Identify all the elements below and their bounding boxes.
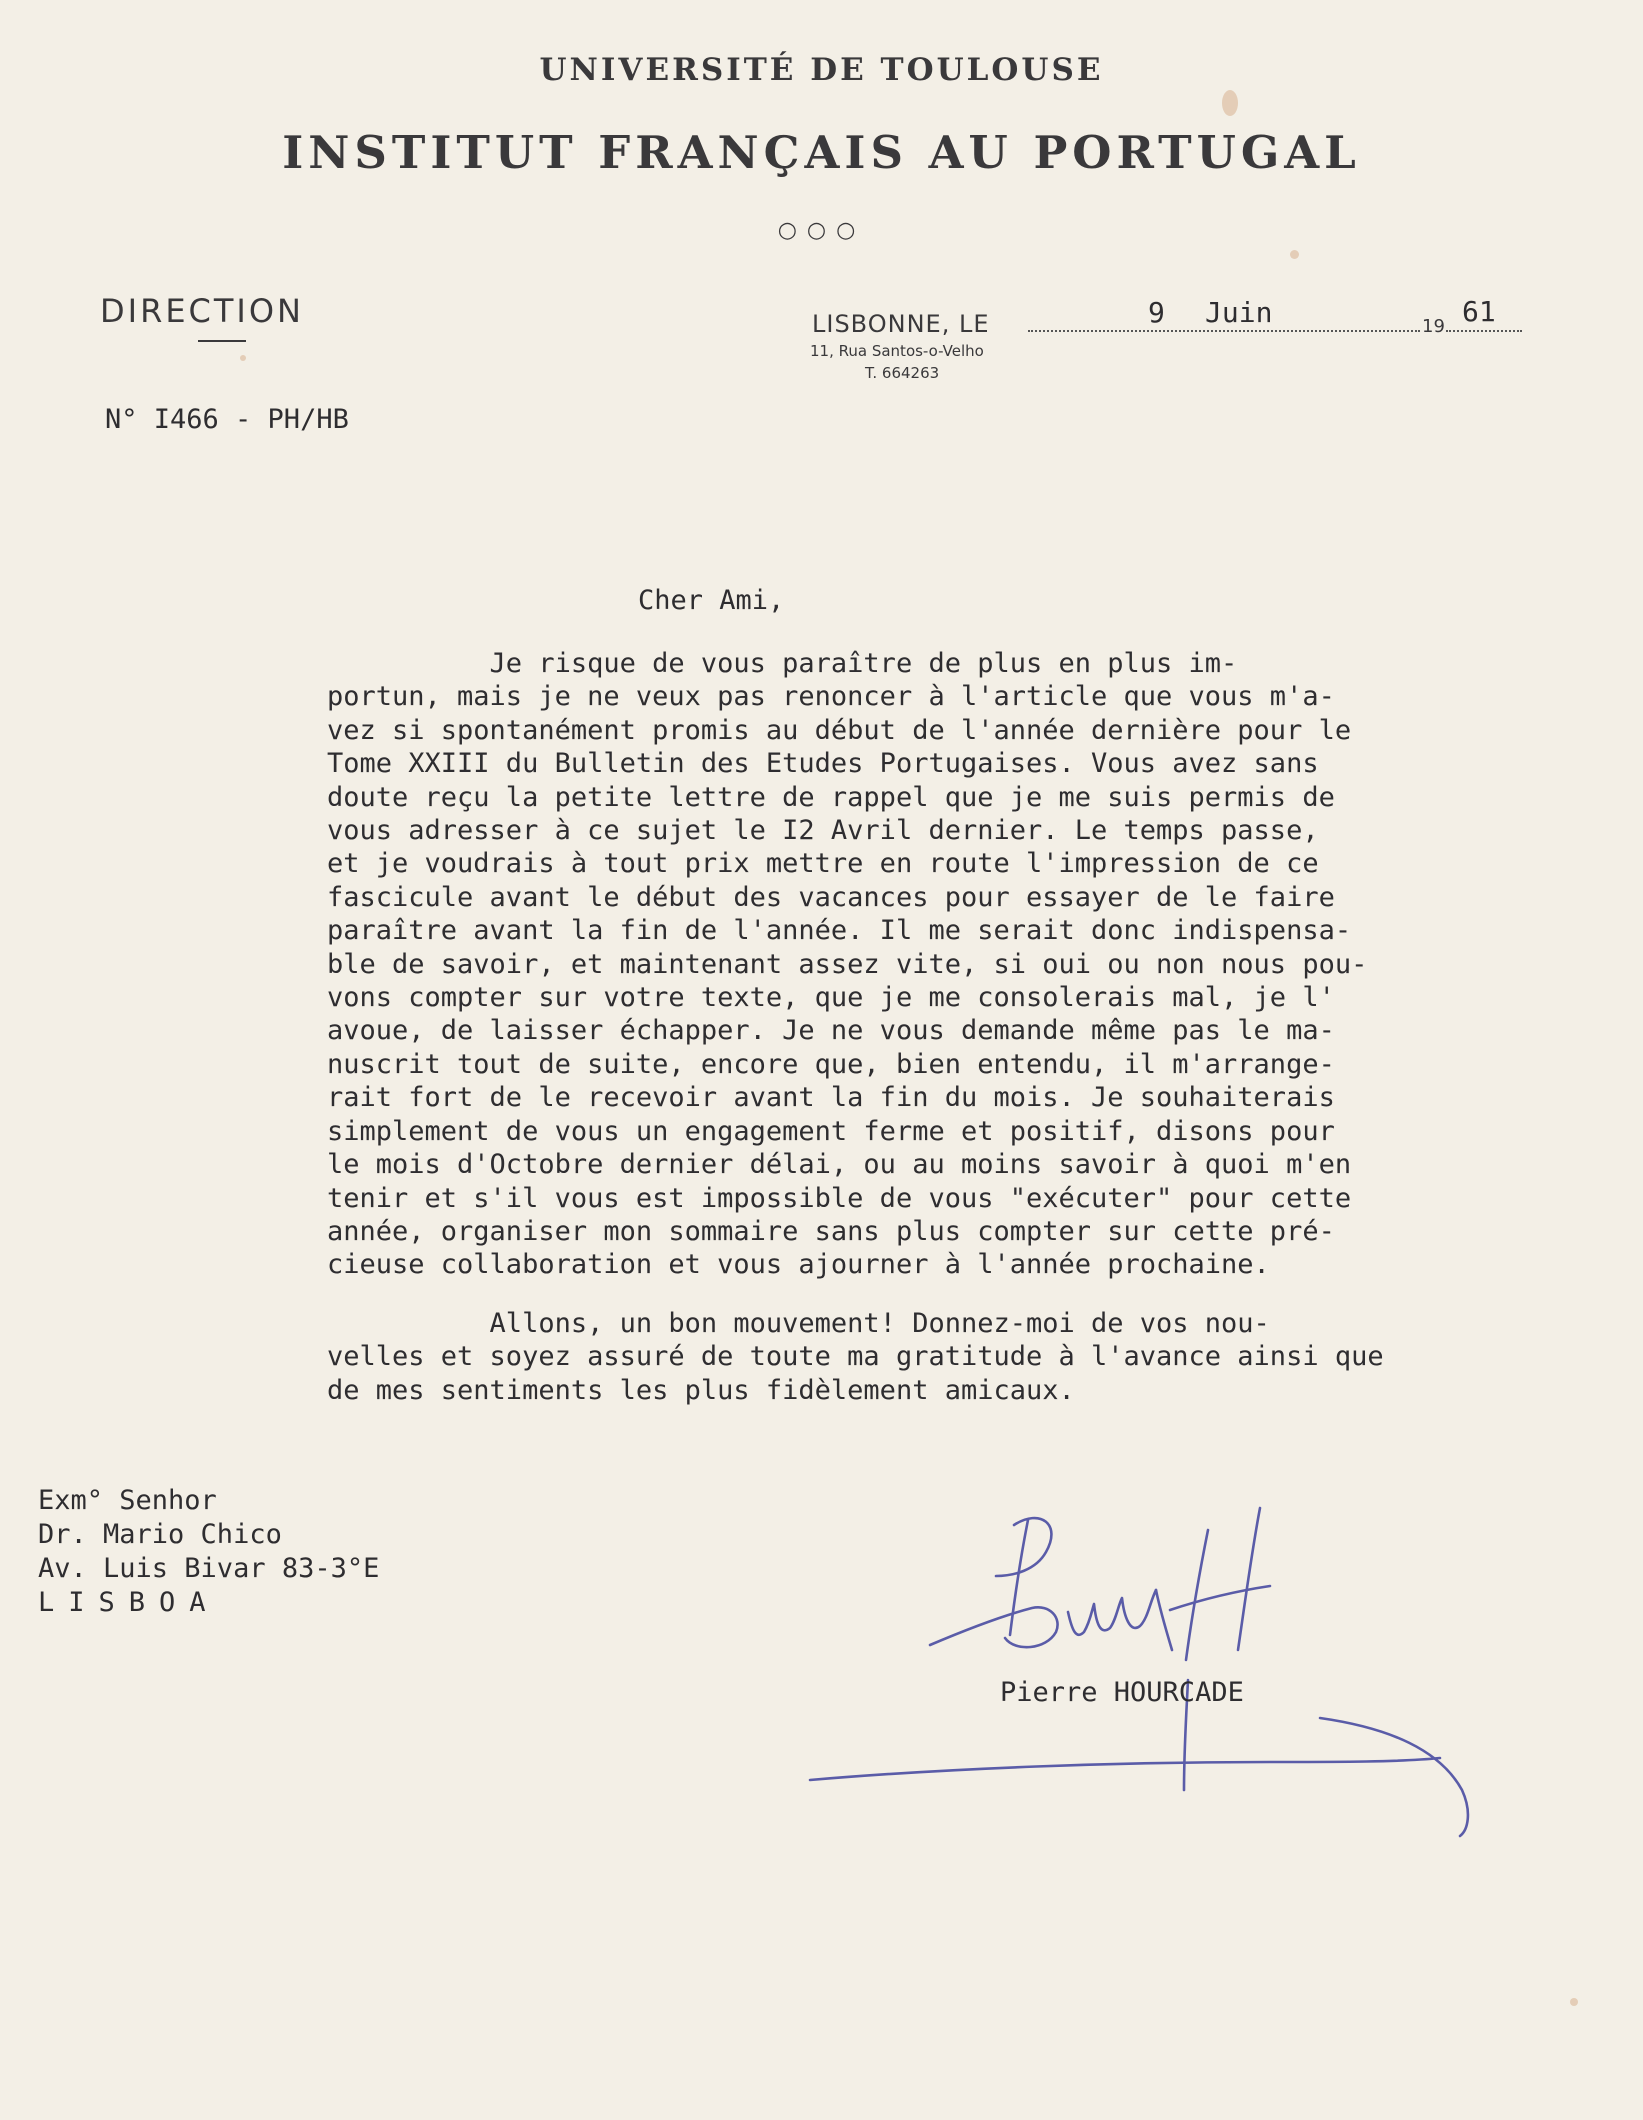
paper-stain (1222, 90, 1238, 116)
date-century: 19 (1422, 316, 1445, 337)
body-line: le mois d'Octobre dernier délai, ou au moins savoir à quoi m'en (327, 1149, 1352, 1181)
addressee-line: Exm° Senhor (38, 1485, 217, 1516)
signature-stroke (930, 1607, 1058, 1647)
signature-stroke (1156, 1590, 1172, 1650)
body-line: Allons, un bon mouvement! Donnez-moi de vos nou- (327, 1308, 1270, 1339)
body-line: velles et soyez assuré de toute ma gratitude à l'avance ainsi que (327, 1341, 1384, 1373)
signature-stroke (1170, 1586, 1270, 1610)
place-label: LISBONNE, LE (812, 310, 990, 338)
addressee-line: Av. Luis Bivar 83-3°E (38, 1553, 380, 1584)
date-dotted-line (1028, 330, 1420, 332)
body-line: Je risque de vous paraître de plus en plus im- (327, 648, 1238, 679)
institute-name: INSTITUT FRANÇAIS AU PORTUGAL (282, 126, 1361, 179)
paper-stain (240, 355, 246, 361)
addressee-city: LISBOA (38, 1587, 220, 1618)
date-day: 9 (1148, 296, 1165, 329)
institute-address (810, 340, 984, 384)
department-underline (198, 340, 246, 342)
body-line: portun, mais je ne veux pas renoncer à l'article que vous m'a- (327, 681, 1335, 713)
paper-stain (1290, 250, 1299, 259)
body-line: nuscrit tout de suite, encore que, bien entendu, il m'arrange- (327, 1048, 1335, 1080)
body-line: cieuse collaboration et vous ajourner à l'année prochaine. (327, 1249, 1270, 1281)
addressee-block (38, 1484, 379, 1620)
department-label: DIRECTION (100, 292, 304, 330)
signature-stroke (1320, 1718, 1468, 1836)
body-line: vez si spontanément promis au début de l'année dernière pour le (327, 714, 1352, 746)
body-line: fascicule avant le début des vacances pour essayer de le faire (327, 881, 1335, 913)
body-line: avoue, de laisser échapper. Je ne vous demande même pas le ma- (327, 1015, 1335, 1047)
body-paragraph-1 (327, 647, 1627, 1282)
signer-name: Pierre HOURCADE (1000, 1677, 1244, 1708)
body-line: vous adresser à ce sujet le I2 Avril dernier. Le temps passe, (327, 815, 1319, 847)
salutation: Cher Ami, (638, 585, 785, 616)
body-line: paraître avant la fin de l'année. Il me serait donc indispensa- (327, 915, 1352, 947)
body-line: doute reçu la petite lettre de rappel que je me suis permis de (327, 781, 1335, 813)
address-street: 11, Rua Santos-o-Velho (810, 342, 984, 360)
paper-stain (1570, 1998, 1578, 2006)
body-line: année, organiser mon sommaire sans plus compter sur cette pré- (327, 1215, 1335, 1247)
signature-stroke (1238, 1508, 1260, 1650)
body-line: Tome XXIII du Bulletin des Etudes Portugaises. Vous avez sans (327, 748, 1319, 780)
date-year: 61 (1462, 295, 1496, 328)
addressee-line: Dr. Mario Chico (38, 1519, 282, 1550)
body-line: et je voudrais à tout prix mettre en route l'impression de ce (327, 848, 1319, 880)
university-name: UNIVERSITÉ DE TOULOUSE (539, 52, 1104, 88)
body-line: rait fort de le recevoir avant la fin du mois. Je souhaiterais (327, 1082, 1335, 1114)
body-line: tenir et s'il vous est impossible de vous "exécuter" pour cette (327, 1182, 1352, 1214)
body-line: de mes sentiments les plus fidèlement amicaux. (327, 1374, 1075, 1406)
body-line: vons compter sur votre texte, que je me consolerais mal, je l' (327, 982, 1335, 1014)
year-dotted-line (1446, 330, 1522, 332)
address-phone: T. 664263 (865, 364, 940, 382)
handwritten-signature (800, 1500, 1600, 1840)
reference-number: N° I466 - PH/HB (105, 404, 349, 435)
body-paragraph-2 (327, 1307, 1627, 1407)
body-line: ble de savoir, et maintenant assez vite, si oui ou non nous pou- (327, 948, 1368, 980)
signature-stroke (1186, 1530, 1208, 1660)
body-line: simplement de vous un engagement ferme et positif, disons pour (327, 1115, 1335, 1147)
letterhead-ornament: ○○○ (777, 218, 866, 243)
signature-stroke (1068, 1590, 1156, 1635)
signature-stroke (810, 1758, 1440, 1780)
date-month: Juin (1205, 296, 1273, 329)
